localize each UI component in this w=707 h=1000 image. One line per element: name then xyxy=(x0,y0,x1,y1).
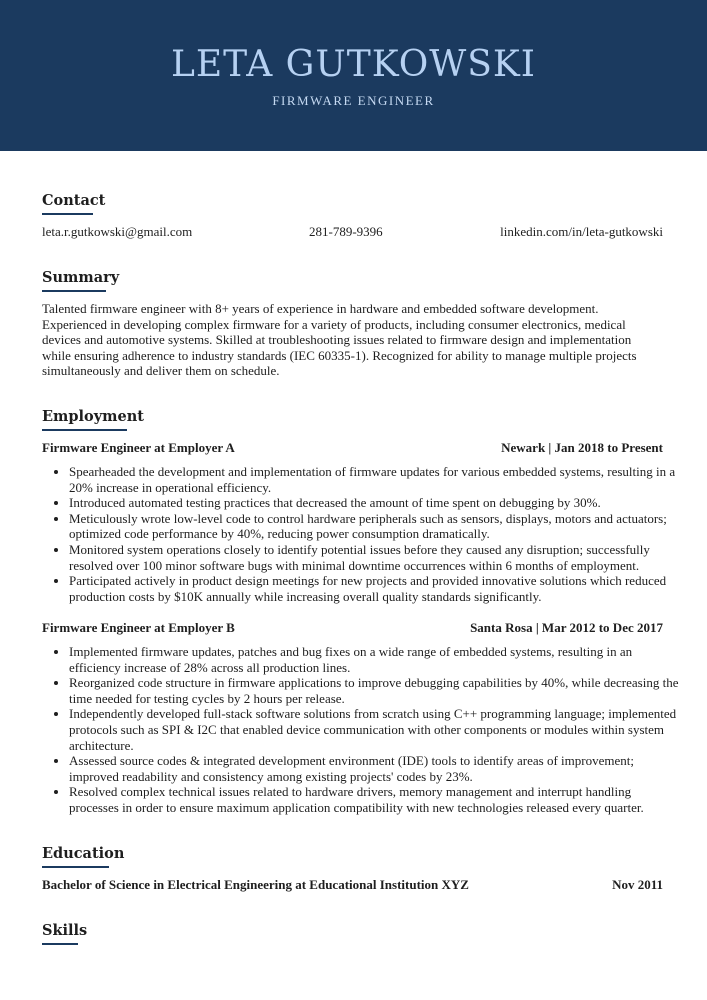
contact-linkedin[interactable]: linkedin.com/in/leta-gutkowski xyxy=(500,224,663,239)
contact-row xyxy=(42,224,663,240)
education-degree: Bachelor of Science in Electrical Engineering at Educational Institution XYZ xyxy=(42,877,469,892)
contact-underline xyxy=(42,213,93,215)
job-bullet: • Participated actively in product design meetings for new projects and provided innovative solutions which reduced production costs by $10K annually while increasing overall quality standards significantly. xyxy=(69,573,679,604)
candidate-name: LETA GUTKOWSKI xyxy=(171,44,536,85)
job-meta: Newark | Jan 2018 to Present xyxy=(501,440,663,455)
summary-heading: Summary xyxy=(42,269,120,286)
job-bullet: • Spearheaded the development and implementation of firmware updates for various embedded systems, resulting in a 20% increase in operational efficiency. xyxy=(69,464,679,495)
job-bullets xyxy=(42,644,679,816)
job-bullet: • Introduced automated testing practices that decreased the amount of time spent on debugging by 30%. xyxy=(69,495,679,511)
education-underline xyxy=(42,866,109,868)
candidate-title: FIRMWARE ENGINEER xyxy=(272,93,435,108)
education-date: Nov 2011 xyxy=(612,877,663,892)
resume-header xyxy=(0,0,707,151)
summary-underline xyxy=(42,290,106,292)
contact-heading: Contact xyxy=(42,192,106,209)
job-bullet: • Reorganized code structure in firmware applications to improve debugging capabilities by 40%, while decreasing the time needed for testing cycles by 2 hours per release. xyxy=(69,675,679,706)
job-meta: Santa Rosa | Mar 2012 to Dec 2017 xyxy=(470,620,663,635)
skills-underline xyxy=(42,943,78,945)
job-bullet: • Implemented firmware updates, patches and bug fixes on a wide range of embedded systems, resulting in an efficiency increase of 28% across all production lines. xyxy=(69,644,679,675)
job-title: Firmware Engineer at Employer A xyxy=(42,440,235,455)
job-bullet: • Assessed source codes & integrated development environment (IDE) tools to identify areas of improvement; improved readability and consistency among existing projects' codes by 23%. xyxy=(69,753,679,784)
employment-underline xyxy=(42,429,127,431)
job-header xyxy=(42,620,663,636)
contact-email[interactable]: leta.r.gutkowski@gmail.com xyxy=(42,224,193,239)
summary-text: Talented firmware engineer with 8+ years of experience in hardware and embedded software development. Experienced in developing complex firmware for a variety of products, including consumer electronics, medical devices and automotive systems. Skilled at troubleshooting issues related to firmware design and implementation while ensuring adherence to industry standards (IEC 60335-1). Recognized for ability to manage multiple projects simultaneously and deliver them on schedule. xyxy=(42,301,637,379)
job-bullet: • Independently developed full-stack software solutions from scratch using C++ programming language; implemented protocols such as SPI & I2C that enabled device communication with other components or modules within system architecture. xyxy=(69,706,679,753)
job-bullet: • Monitored system operations closely to identify potential issues before they caused any disruption; successfully resolved over 100 minor software bugs with minimal downtime occurrences within 6 months of employment. xyxy=(69,542,679,573)
job-bullets xyxy=(42,464,679,604)
skills-heading: Skills xyxy=(42,922,88,939)
job-bullet: • Resolved complex technical issues related to hardware drivers, memory management and interrupt handling processes in order to ensure maximum application compatibility with new technologies released every quarter. xyxy=(69,784,679,815)
education-row xyxy=(42,877,663,893)
contact-phone[interactable]: 281-789-9396 xyxy=(309,224,383,239)
employment-heading: Employment xyxy=(42,408,144,425)
job-header xyxy=(42,440,663,456)
education-heading: Education xyxy=(42,845,125,862)
job-bullet: • Meticulously wrote low-level code to control hardware peripherals such as sensors, displays, motors and actuators; optimized code performance by 40%, reducing power consumption dramatically. xyxy=(69,511,679,542)
job-title: Firmware Engineer at Employer B xyxy=(42,620,235,635)
